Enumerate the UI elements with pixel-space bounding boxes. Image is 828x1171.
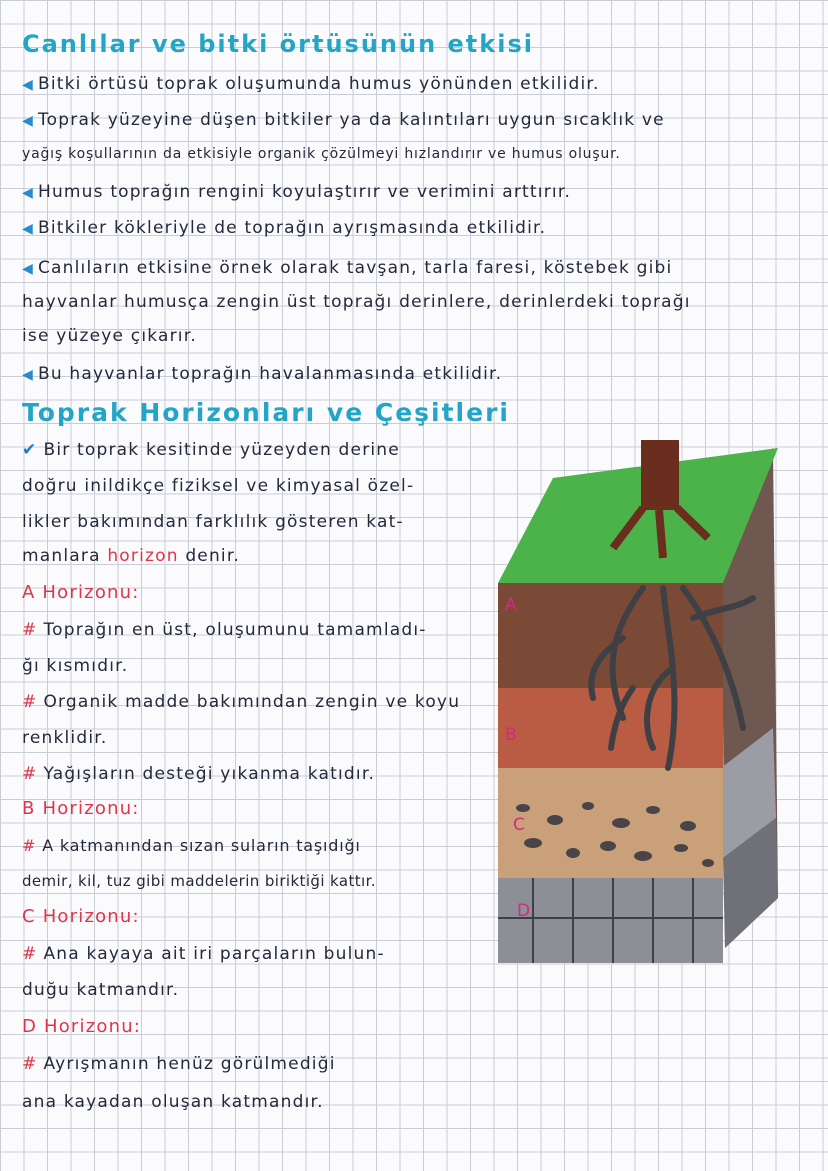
hash-icon: # [22,944,38,964]
hash-icon: # [22,620,38,640]
intro-line: manlara horizon denir. [22,546,241,566]
keyword-horizon: horizon [107,546,179,566]
horizon-d-layer [498,878,723,963]
horizon-b-line: # A katmanından sızan suların taşıdığı [22,836,361,855]
bullet-icon: ◀ [22,367,34,383]
horizon-d-heading: D Horizonu: [22,1016,142,1037]
horizon-d-line: # Ayrışmanın henüz görülmediği [22,1054,336,1074]
paragraph-line: ◀ Bitkiler kökleriyle de toprağın ayrışmasında etkilidir. [22,218,547,238]
paragraph-line: yağış koşullarının da etkisiyle organik çözülmeyi hızlandırır ve humus oluşur. [22,146,621,162]
bullet-icon: ◀ [22,77,34,93]
paragraph-line: ◀ Canlıların etkisine örnek olarak tavşan, tarla faresi, köstebek gibi [22,258,673,278]
bullet-icon: ◀ [22,113,34,129]
horizon-a-line: # Yağışların desteği yıkanma katıdır. [22,764,376,784]
horizon-a-line: # Organik madde bakımından zengin ve koyu [22,692,461,712]
paragraph-line: ◀ Bitki örtüsü toprak oluşumunda humus yönünden etkilidir. [22,74,600,94]
horizon-b-line: demir, kil, tuz gibi maddelerin biriktiği kattır. [22,872,376,890]
paragraph-line: ise yüzeye çıkarır. [22,326,197,346]
diagram-label-c: C [513,815,525,835]
tree-trunk [641,440,679,510]
bullet-icon: ◀ [22,261,34,277]
horizon-b-layer [498,688,723,768]
diagram-label-a: A [505,595,517,615]
section-title-living-things: Canlılar ve bitki örtüsünün etkisi [22,30,534,58]
horizon-a-line: renklidir. [22,728,108,748]
horizon-a-line: # Toprağın en üst, oluşumunu tamamladı- [22,620,427,640]
horizon-c-heading: C Horizonu: [22,906,140,927]
intro-line: ✔ Bir toprak kesitinde yüzeyden derine [22,440,400,460]
hash-icon: # [22,692,38,712]
hash-icon: # [22,836,37,855]
horizon-c-line: duğu katmandır. [22,980,180,1000]
soil-profile-diagram [493,438,783,968]
hash-icon: # [22,764,38,784]
horizon-b-heading: B Horizonu: [22,798,140,819]
paragraph-line: ◀ Toprak yüzeyine düşen bitkiler ya da kalıntıları uygun sıcaklık ve [22,110,665,130]
section-title-soil-horizons: Toprak Horizonları ve Çeşitleri [22,398,510,427]
hash-icon: # [22,1054,38,1074]
intro-line: likler bakımından farklılık gösteren kat- [22,512,404,532]
paragraph-line: ◀ Bu hayvanlar toprağın havalanmasında etkilidir. [22,364,503,384]
horizon-a-line: ğı kısmıdır. [22,656,129,676]
horizon-d-line: ana kayadan oluşan katmandır. [22,1092,324,1112]
horizon-c-line: # Ana kayaya ait iri parçaların bulun- [22,944,385,964]
horizon-a-heading: A Horizonu: [22,582,140,603]
diagram-label-d: D [517,901,531,921]
intro-line: doğru inildikçe fiziksel ve kimyasal özel- [22,476,415,496]
checkmark-icon: ✔ [22,440,38,460]
bullet-icon: ◀ [22,185,34,201]
diagram-label-b: B [505,725,517,745]
paragraph-line: hayvanlar humusça zengin üst toprağı derinlere, derinlerdeki toprağı [22,292,691,312]
bullet-icon: ◀ [22,221,34,237]
paragraph-line: ◀ Humus toprağın rengini koyulaştırır ve verimini arttırır. [22,182,572,202]
